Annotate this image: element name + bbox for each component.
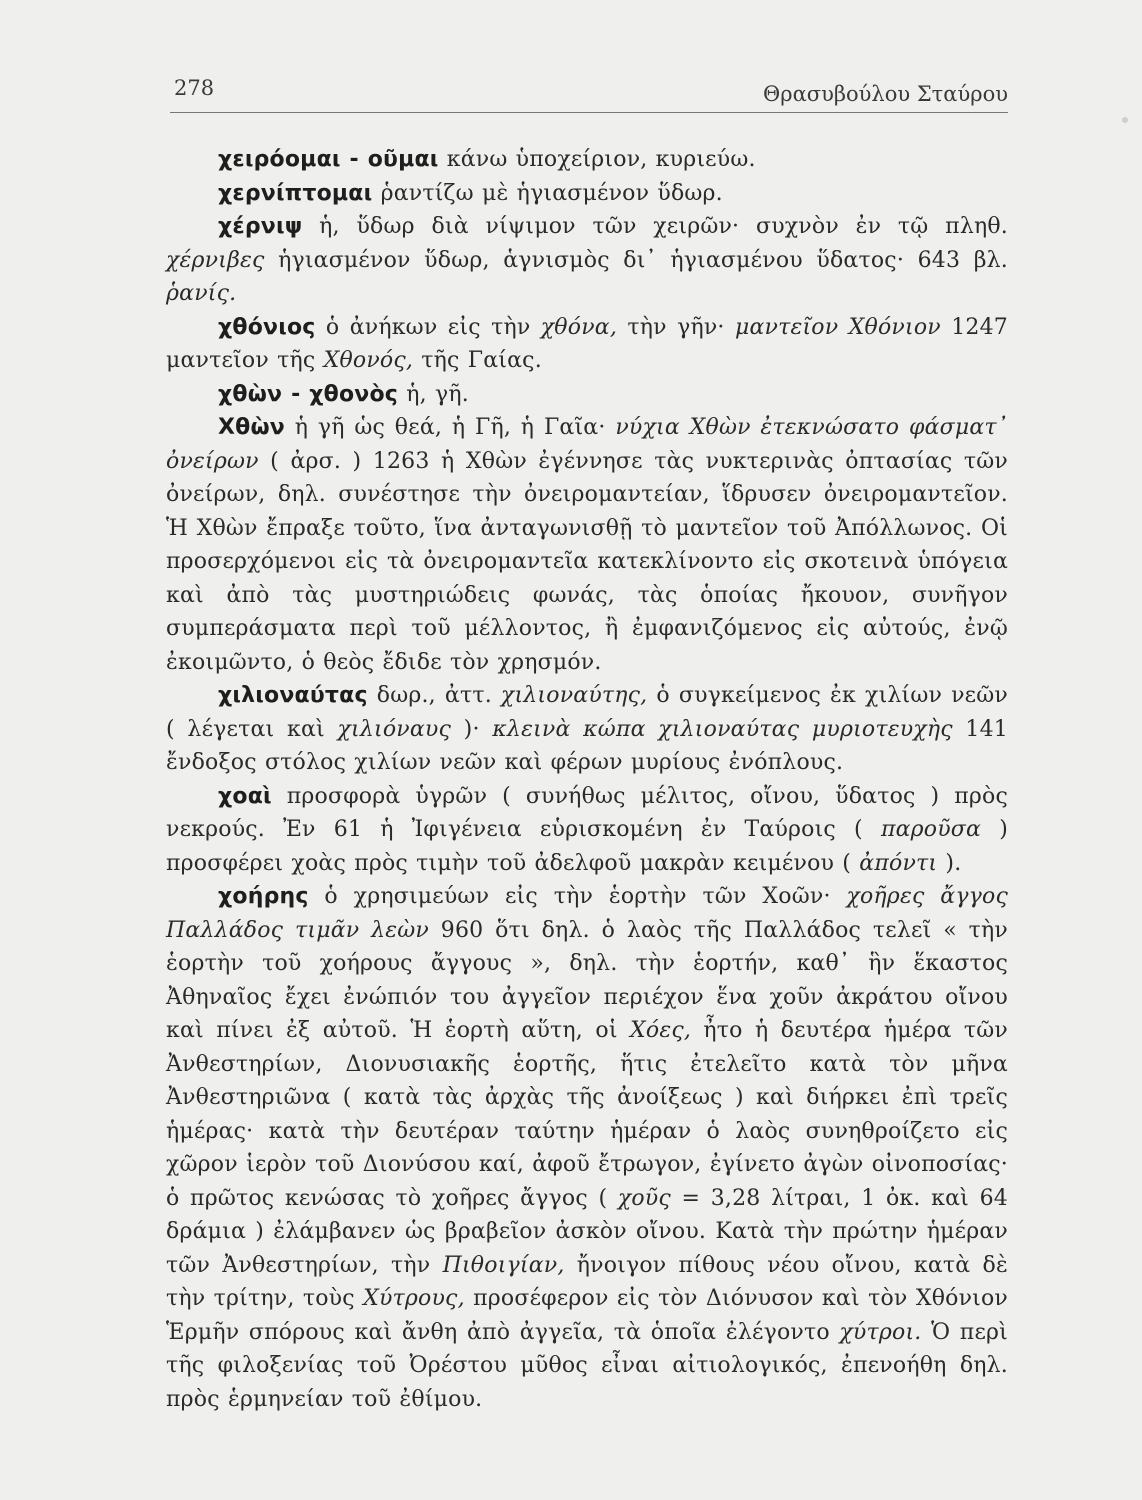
dictionary-entry xyxy=(166,210,1008,311)
running-title: Θρασυβούλου Σταύρου xyxy=(763,82,1008,106)
entry-text: ἡγιασμένον ὕδωρ, ἁγνισμὸς δι᾽ ἡγιασμένου ὕδατος· 643 βλ. xyxy=(264,247,1008,273)
dictionary-entry xyxy=(166,177,1008,211)
entry-text: ὁ συγκείμενος ἐκ χιλίων νεῶν ( λέγεται καὶ xyxy=(166,683,1008,742)
entry-text: ῥαντίζω μὲ ἡγιασμένον ὕδωρ. xyxy=(372,180,723,206)
dictionary-entry xyxy=(166,378,1008,412)
entry-text: ἦτο ἡ δευτέρα ἡμέρα τῶν Ἀνθεστηρίων, Διονυσιακῆς ἑορτῆς, ἥτις ἐτελεῖτο κατὰ τὸν μῆνα Ἀνθεστηριῶνα ( κατὰ τὰς ἀρχὰς τῆς ἀνοίξεως ) καὶ διήρκει ἐπὶ τρεῖς ἡμέρας· κατὰ τὴν δευτέραν ταύτην ἡμέραν ὁ λαὸς συνηθροίζετο εἰς χῶρον ἱερὸν τοῦ Διονύσου καί, ἀφοῦ ἔτρωγον, ἐγίνετο ἀγὼν οἰνοποσίας· ὁ πρῶτος κενώσας τὸ χοῆρες ἄγγος ( xyxy=(166,1018,1008,1211)
entry-text: προσφορὰ ὑγρῶν ( συνήθως μέλιτος, οἴνου, ὕδατος ) πρὸς νεκρούς. Ἐν 61 ἡ Ἰφιγένεια εὑρισκομένη ἐν Ταύροις ( xyxy=(166,783,1008,842)
entry-headword: χθὼν - χθονὸς xyxy=(218,381,399,407)
entry-text: ὁ χρησιμεύων εἰς τὴν ἑορτὴν τῶν Χοῶν· xyxy=(308,884,847,909)
entry-text: ἡ, ὕδωρ διὰ νίψιμον τῶν χειρῶν· συχνὸν ἐν τῷ πληθ. xyxy=(302,214,1008,239)
entry-text: ἡ γῆ ὡς θεά, ἡ Γῆ, ἡ Γαῖα· xyxy=(284,415,616,440)
entry-text: προσέφερον εἰς τὸν Διόνυσον καὶ τὸν Χθόνιον Ἑρμῆν σπόρους καὶ ἄνθη ἀπὸ ἀγγεῖα, τὰ ὁποῖα ἐλέγοντο xyxy=(166,1286,1008,1345)
entry-italic-text: χοῆρες ἄγγος Παλλάδος τιμᾶν λεὼν xyxy=(166,884,1008,943)
entry-text: ἡ, γῆ. xyxy=(398,381,469,407)
entry-italic-text: χιλιόναυς xyxy=(337,716,452,742)
entry-text: τὴν γῆν· xyxy=(617,314,735,340)
entry-text: )· xyxy=(451,716,493,742)
entry-italic-text: Χύτρους, xyxy=(363,1286,465,1311)
paper-speck xyxy=(1122,117,1128,123)
dictionary-entry xyxy=(166,311,1008,378)
entry-italic-text: ἀπόντι xyxy=(859,850,938,876)
entry-text: τῆς Γαίας. xyxy=(413,348,542,373)
entry-italic-text: παροῦσα xyxy=(880,817,982,842)
entry-italic-text: χθόνα, xyxy=(540,314,618,340)
entry-italic-text: χοῦς xyxy=(617,1185,671,1211)
entry-italic-text: ῥανίς. xyxy=(166,281,237,306)
entry-text: ) προσφέρει χοὰς πρὸς τιμὴν τοῦ ἀδελφοῦ μακρὰν κειμένου ( xyxy=(166,817,1008,876)
entry-text: Ὁ περὶ τῆς φιλοξενίας τοῦ Ὀρέστου μῦθος εἶναι αἰτιολογικός, ἐπενοήθη δηλ. πρὸς ἑρμηνείαν τοῦ ἐθίμου. xyxy=(166,1319,1008,1412)
entry-italic-text: Χόες, xyxy=(630,1018,692,1043)
entry-italic-text: χύτροι. xyxy=(839,1319,922,1345)
running-header xyxy=(174,76,1008,104)
entry-headword: χιλιοναύτας xyxy=(218,683,368,708)
entry-headword: χειρόομαι - οῦμαι xyxy=(218,147,439,172)
entry-headword: χερνίπτομαι xyxy=(218,180,373,206)
entry-italic-text: κλεινὰ κώπα χιλιοναύτας μυριοτευχὴς xyxy=(492,716,953,742)
entry-text: κάνω ὑποχείριον, κυριεύω. xyxy=(438,147,756,172)
dictionary-entry xyxy=(166,780,1008,881)
entry-headword: χέρνιψ xyxy=(218,214,303,239)
entry-text: ἤνοιγον πίθους νέου οἴνου, κατὰ δὲ τὴν τρίτην, τοὺς xyxy=(166,1252,1009,1311)
entry-italic-text: μαντεῖον Χθόνιον xyxy=(734,314,941,340)
dictionary-entry xyxy=(166,143,1008,177)
header-rule xyxy=(170,112,1008,113)
entry-italic-text: χιλιοναύτης, xyxy=(500,683,648,708)
entry-text: ). xyxy=(937,850,962,876)
entry-text: 141 ἔνδοξος στόλος χιλίων νεῶν καὶ φέρων μυρίους ἐνόπλους. xyxy=(166,716,1008,775)
entry-text: 960 ὅτι δηλ. ὁ λαὸς τῆς Παλλάδος τελεῖ « τὴν ἑορτὴν τοῦ χοήρους ἄγγους », δηλ. τὴν ἑορτήν, καθ᾽ ἣν ἕκαστος Ἀθηναῖος ἔχει ἐνώπιόν του ἀγγεῖον περιέχον ἕνα χοῦν ἀκράτου οἴνου καὶ πίνει ἐξ αὐτοῦ. Ἡ ἑορτὴ αὕτη, οἱ xyxy=(166,917,1008,1043)
entry-headword: Χθὼν xyxy=(218,415,285,440)
dictionary-entry xyxy=(166,411,1008,679)
page-number: 278 xyxy=(174,76,215,100)
entry-italic-text: νύχια Χθὼν ἐτεκνώσατο φάσματ᾽ ὀνείρων xyxy=(166,415,1008,474)
entry-headword: χοαὶ xyxy=(218,783,272,809)
entry-italic-text: Χθονός, xyxy=(323,348,414,373)
entry-text: ( ἀρσ. ) 1263 ἡ Χθὼν ἐγέννησε τὰς νυκτερινὰς ὀπτασίας τῶν ὀνείρων, δηλ. συνέστησε τὴν ὀνειρομαντείαν, ἵδρυσεν ὀνειρομαντεῖον. Ἡ Χθὼν ἔπραξε τοῦτο, ἵνα ἀνταγωνισθῇ τὸ μαντεῖον τοῦ Ἀπόλλωνος. Οἱ προσερχόμενοι εἰς τὰ ὀνειρομαντεῖα κατεκλίνοντο εἰς σκοτεινὰ ὑπόγεια καὶ ἀπὸ τὰς μυστηριώδεις φωνάς, τὰς ὁποίας ἤκουον, συνῆγον συμπεράσματα περὶ τοῦ μέλλοντος, ἢ ἐμφανιζόμενος εἰς αὐτούς, ἐνῷ ἐκοιμῶντο, ὁ θεὸς ἔδιδε τὸν χρησμόν. xyxy=(166,448,1008,675)
dictionary-entry xyxy=(166,880,1008,1416)
entry-headword: χοήρης xyxy=(218,884,309,909)
entry-text: = 3,28 λίτραι, 1 ὀκ. καὶ 64 δράμια ) ἐλάμβανεν ὡς βραβεῖον ἀσκὸν οἴνου. Κατὰ τὴν πρώτην ἡμέραν τῶν Ἀνθεστηρίων, τὴν xyxy=(166,1185,1008,1278)
entry-headword: χθόνιος xyxy=(218,314,316,340)
entry-italic-text: Πιθοιγίαν, xyxy=(442,1252,565,1278)
entry-italic-text: χέρνιβες xyxy=(166,247,265,273)
dictionary-body xyxy=(166,143,1008,1416)
dictionary-entry xyxy=(166,679,1008,780)
entry-text: 1247 μαντεῖον τῆς xyxy=(166,314,1008,373)
entry-text: ὁ ἀνήκων εἰς τὴν xyxy=(315,314,541,340)
entry-text: δωρ., ἀττ. xyxy=(367,683,501,708)
